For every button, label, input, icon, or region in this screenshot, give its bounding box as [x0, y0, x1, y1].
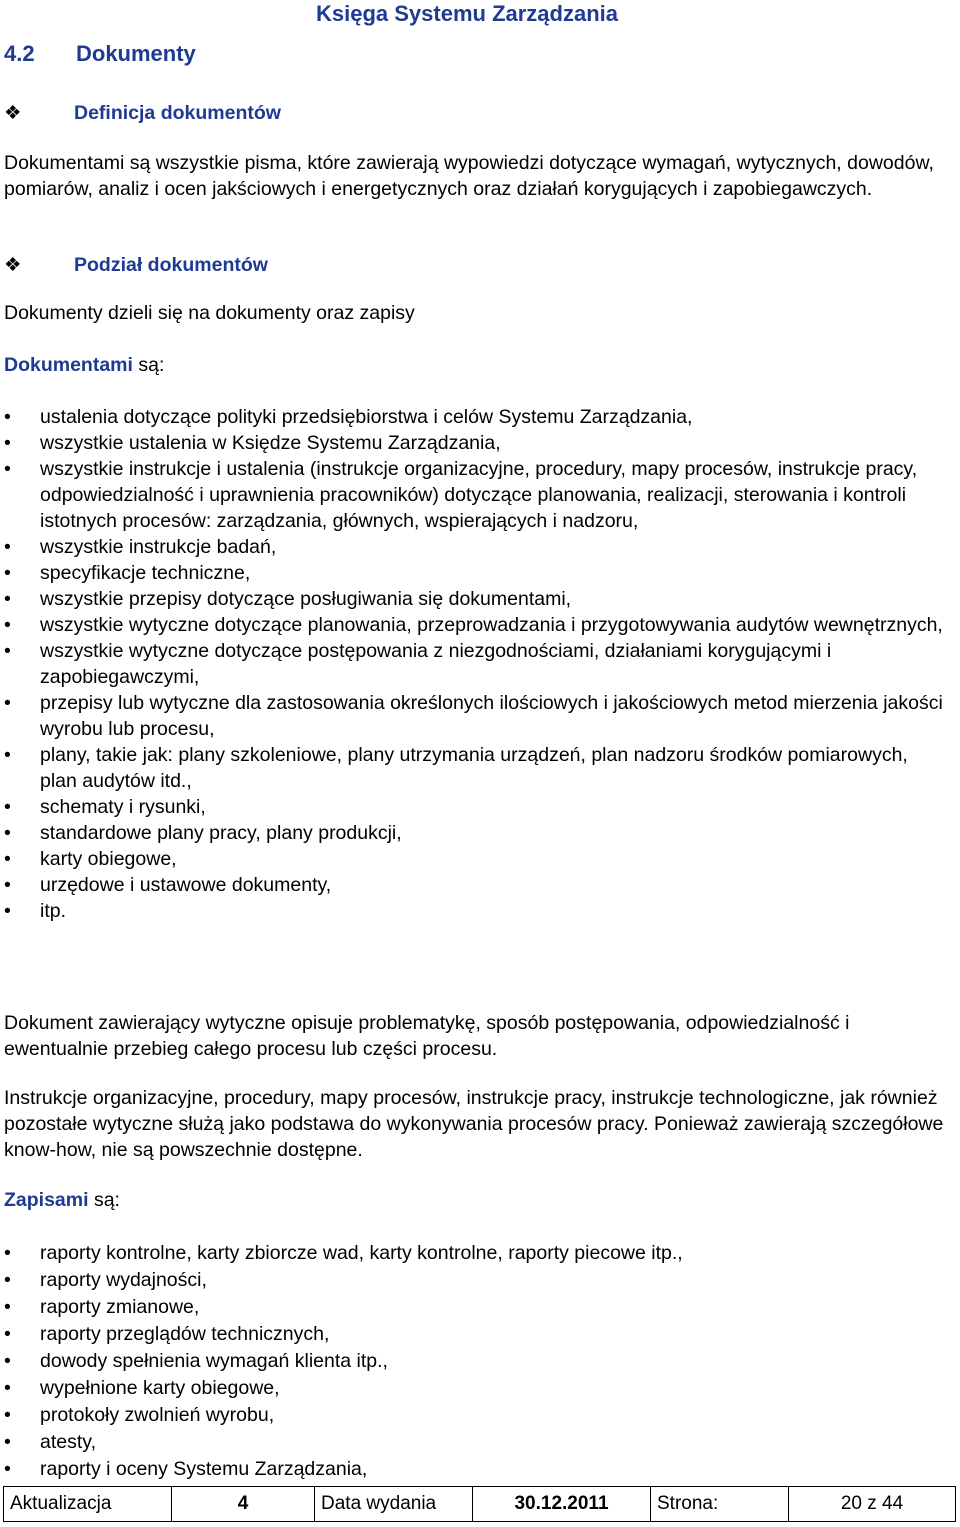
- footer-date-value: 30.12.2011: [473, 1487, 651, 1522]
- documents-label: [4, 352, 956, 378]
- list-item-text: dowody spełnienia wymagań klienta itp.,: [40, 1350, 388, 1372]
- records-label-rest: są:: [88, 1189, 120, 1211]
- list-item: [0, 534, 950, 560]
- footer-page-value: 20 z 44: [789, 1487, 956, 1522]
- diamond-bullet-icon: ❖: [4, 102, 22, 124]
- definition-paragraph: Dokumentami są wszystkie pisma, które zawierają wypowiedzi dotyczące wymagań, wytycznych, dowodów, pomiarów, analiz i ocen jakściowych i energetycznych oraz działań korygujących i zapobiegawczych.: [4, 152, 934, 200]
- list-item-text: specyfikacje techniczne,: [40, 562, 251, 584]
- bullet-dot-icon: •: [4, 1431, 11, 1453]
- bullet-dot-icon: •: [4, 1323, 11, 1345]
- list-item: [0, 846, 950, 872]
- bullet-dot-icon: •: [4, 1350, 11, 1372]
- list-item-text: wszystkie ustalenia w Księdze Systemu Zarządzania,: [40, 432, 501, 454]
- records-list: [0, 1240, 950, 1483]
- list-item: [0, 1267, 950, 1294]
- list-item-text: raporty przeglądów technicznych,: [40, 1323, 330, 1345]
- diamond-bullet-icon: ❖: [4, 254, 22, 276]
- list-item: [0, 1348, 950, 1375]
- bullet-dot-icon: •: [4, 796, 11, 818]
- list-item-text: przepisy lub wytyczne dla zastosowania określonych ilościowych i jakościowych metod mierzenia jakości wyrobu lub procesu,: [40, 692, 943, 740]
- list-item: [0, 898, 950, 924]
- bullet-dot-icon: •: [4, 822, 11, 844]
- list-item: [0, 1402, 950, 1429]
- list-item: [0, 586, 950, 612]
- bullet-dot-icon: •: [4, 432, 11, 454]
- list-item: [0, 430, 950, 456]
- list-item: [0, 1294, 950, 1321]
- bullet-dot-icon: •: [4, 1458, 11, 1480]
- bullet-dot-icon: •: [4, 1242, 11, 1264]
- list-item-text: wszystkie instrukcje i ustalenia (instrukcje organizacyjne, procedury, mapy procesów, instrukcje pracy, odpowiedzialność i uprawnienia pracowników) dotyczące planowania, realizacji, sterowania i kontroli istotnych procesów: zarządzania, głównych, wspierających i nadzoru,: [40, 458, 918, 532]
- subheading-podzial-title: Podział dokumentów: [74, 254, 268, 276]
- bullet-dot-icon: •: [4, 1296, 11, 1318]
- list-item-text: itp.: [40, 900, 67, 922]
- bullet-dot-icon: •: [4, 458, 11, 480]
- bullet-dot-icon: •: [4, 588, 11, 610]
- bullet-dot-icon: •: [4, 536, 11, 558]
- list-item: [0, 872, 950, 898]
- list-item: [0, 690, 950, 742]
- paragraph-guidelines: Dokument zawierający wytyczne opisuje problematykę, sposób postępowania, odpowiedzialność i ewentualnie przebieg całego procesu lub części procesu.: [4, 1012, 850, 1060]
- documents-list: [0, 404, 950, 924]
- division-paragraph: Dokumenty dzieli się na dokumenty oraz zapisy: [4, 302, 415, 324]
- bullet-dot-icon: •: [4, 1377, 11, 1399]
- bullet-dot-icon: •: [4, 562, 11, 584]
- footer-table: [3, 1486, 956, 1522]
- list-item-text: ustalenia dotyczące polityki przedsiębiorstwa i celów Systemu Zarządzania,: [40, 406, 693, 428]
- subheading-podzial: [4, 252, 268, 278]
- paragraph-instructions: Instrukcje organizacyjne, procedury, mapy procesów, instrukcje pracy, instrukcje technologiczne, jak również pozostałe wytyczne służą jako podstawa do wykonywania procesów pracy. Ponieważ zawierają szczegółowe know-how, nie są powszechnie dostępne.: [4, 1087, 944, 1161]
- bullet-dot-icon: •: [4, 692, 11, 714]
- footer-update-label: Aktualizacja: [4, 1487, 172, 1522]
- list-item-text: karty obiegowe,: [40, 848, 177, 870]
- records-label: [4, 1187, 956, 1213]
- section-number: 4.2: [4, 41, 35, 66]
- list-item: [0, 794, 950, 820]
- list-item: [0, 560, 950, 586]
- records-label-bold: Zapisami: [4, 1189, 89, 1211]
- list-item: [0, 612, 950, 638]
- bullet-dot-icon: •: [4, 1404, 11, 1426]
- list-item: [0, 742, 950, 794]
- bullet-dot-icon: •: [4, 640, 11, 662]
- list-item-text: urzędowe i ustawowe dokumenty,: [40, 874, 332, 896]
- bullet-dot-icon: •: [4, 900, 11, 922]
- list-item-text: raporty zmianowe,: [40, 1296, 200, 1318]
- list-item-text: raporty i oceny Systemu Zarządzania,: [40, 1458, 368, 1480]
- list-item-text: wszystkie wytyczne dotyczące planowania, przeprowadzania i przygotowywania audytów wewnętrznych,: [40, 614, 943, 636]
- list-item: [0, 456, 950, 534]
- footer-update-value: 4: [172, 1487, 315, 1522]
- bullet-dot-icon: •: [4, 874, 11, 896]
- documents-label-rest: są:: [132, 354, 165, 376]
- list-item-text: raporty wydajności,: [40, 1269, 207, 1291]
- list-item-text: schematy i rysunki,: [40, 796, 206, 818]
- list-item-text: plany, takie jak: plany szkoleniowe, plany utrzymania urządzeń, plan nadzoru środków pomiarowych, plan audytów itd.,: [40, 744, 908, 792]
- list-item: [0, 1375, 950, 1402]
- section-title: Dokumenty: [76, 41, 196, 66]
- bullet-dot-icon: •: [4, 744, 11, 766]
- footer-row: [4, 1487, 956, 1522]
- bullet-dot-icon: •: [4, 1269, 11, 1291]
- list-item-text: wszystkie instrukcje badań,: [40, 536, 277, 558]
- bullet-dot-icon: •: [4, 848, 11, 870]
- list-item: [0, 1456, 950, 1483]
- list-item-text: wszystkie przepisy dotyczące posługiwania się dokumentami,: [40, 588, 572, 610]
- section-heading: [4, 40, 196, 68]
- bullet-dot-icon: •: [4, 406, 11, 428]
- list-item-text: raporty kontrolne, karty zbiorcze wad, karty kontrolne, raporty piecowe itp.,: [40, 1242, 683, 1264]
- list-item-text: standardowe plany pracy, plany produkcji,: [40, 822, 402, 844]
- list-item: [0, 1240, 950, 1267]
- list-item-text: atesty,: [40, 1431, 96, 1453]
- list-item: [0, 820, 950, 846]
- footer-date-label: Data wydania: [315, 1487, 473, 1522]
- list-item: [0, 404, 950, 430]
- document-header-title: Księga Systemu Zarządzania: [316, 1, 619, 26]
- list-item: [0, 1429, 950, 1456]
- footer-page-label: Strona:: [651, 1487, 789, 1522]
- subheading-definicja: [4, 100, 281, 126]
- subheading-definicja-title: Definicja dokumentów: [74, 102, 281, 124]
- list-item: [0, 638, 950, 690]
- list-item-text: protokoły zwolnień wyrobu,: [40, 1404, 275, 1426]
- list-item-text: wypełnione karty obiegowe,: [40, 1377, 280, 1399]
- bullet-dot-icon: •: [4, 614, 11, 636]
- list-item: [0, 1321, 950, 1348]
- documents-label-bold: Dokumentami: [4, 354, 133, 376]
- list-item-text: wszystkie wytyczne dotyczące postępowania z niezgodnościami, działaniami korygującymi i zapobiegawczymi,: [40, 640, 832, 688]
